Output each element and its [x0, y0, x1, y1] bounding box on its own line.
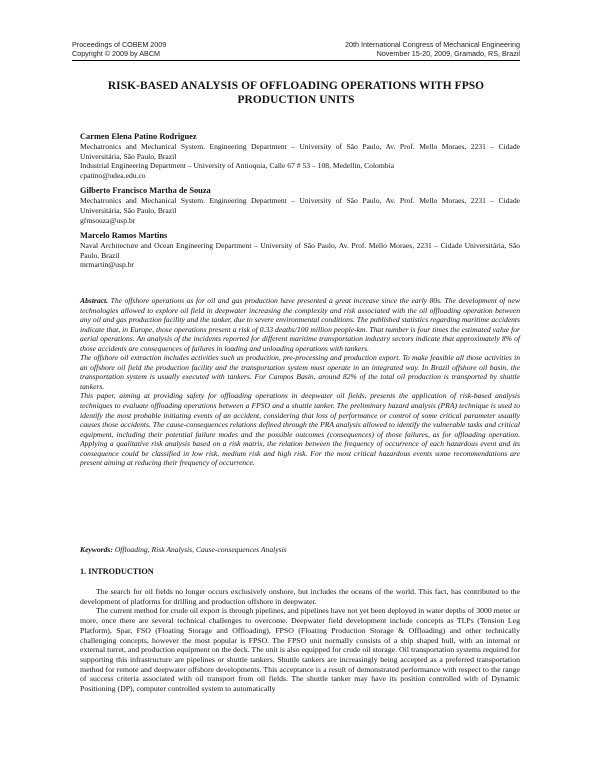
author-name: Gilberto Francisco Martha de Souza — [80, 186, 211, 196]
header-rule — [72, 60, 520, 61]
running-header-left — [72, 40, 166, 58]
author-affiliation: Mechatronics and Mechanical System. Engineering Department – University of São Paulo, Av. Prof. Mello Moraes, 2231 – Cidade Universitária, São Paulo, Brazil — [80, 142, 520, 161]
abstract-paragraph-3: This paper, aiming at providing safety for offloading operations in deepwater oil fields, presents the application of risk-based analysis techniques to evaluate offloading operations between a FPSO and a shuttle tanker. The preliminary hazard analysis (PRA) technique is used to identify the most probable initiating events of an accident, considering that loss of performance or control of some critical parameter usually causes those accidents. The cause-consequences relations defined through the PRA analysis allowed to identify the vulnerable tasks and critical equipment, including their potential failure modes and the possible outcomes (consequences) of those failures, as for offloading operation. Applying a qualitative risk analysis based on a risk matrix, the relation between the frequency of occurrence of each hazardous event and its consequence could be classified in low risk, medium risk and high risk. For the most critical hazardous events some recommendations are present aiming at reducing their frequency of occurrence. — [80, 391, 520, 468]
author-affiliation-secondary: Industrial Engineering Department – University of Antioquia, Calle 67 # 53 – 108, Medellín, Colombia — [80, 161, 395, 171]
author-name: Carmen Elena Patino Rodriguez — [80, 132, 197, 141]
abstract-paragraph-2: The offshore oil extraction includes activities such as production, pre-processing and production export. To make feasible all those activities in an offshore oil field the production facility and the transportation system must operate in an integrated way. In Brazil offshore oil basin, the transportation system is usually executed with tankers. For Campos Basin, around 82% of the total oil production is transported by shuttle tankers. — [80, 353, 520, 391]
keywords-label: Keywords: — [80, 545, 113, 554]
author-email: mrmartin@usp.br — [80, 260, 135, 270]
paper-title: RISK-BASED ANALYSIS OF OFFLOADING OPERATIONS WITH FPSO PRODUCTION UNITS — [107, 80, 485, 106]
author-block — [80, 132, 520, 276]
author-affiliation: Mechatronics and Mechanical System. Engineering Department – University of São Paulo, Av. Prof. Mello Moraes, 2231 – Cidade Universitária, São Paulo, Brazil — [80, 196, 520, 215]
proceedings-line: Proceedings of COBEM 2009 — [72, 40, 167, 49]
abstract-text: The offshore operations as for oil and gas production have presented a great increase since the early 80s. The development of new technologies allowed to explore oil field in deepwater increasing the complexity and risk associated with the oil offloading operation between any oil and gas production facility and the tanker, due to severe environmental conditions. The published statistics regarding maritime accidents indicate that, in Europe, those operations present a risk of 0.33 deaths/100 million people-km. That number is four times the estimated value for aerial operations. An analysis of the incidents reported for different maritime transportation industry sectors indicate that approximately 8% of those accidents are consequences of failures in loading and unloading operations with tankers. — [80, 296, 520, 353]
introduction-body — [80, 587, 520, 694]
author-email: gfmsouza@usp.br — [80, 215, 136, 225]
author-name: Marcelo Ramos Martins — [80, 231, 168, 241]
section-heading: 1. INTRODUCTION — [80, 567, 154, 576]
copyright-line: Copyright © 2009 by ABCM — [72, 49, 160, 58]
abstract-label: Abstract. — [80, 296, 109, 305]
body-paragraph: The search for oil fields no longer occurs exclusively onshore, but includes the oceans of the world. This fact, has contributed to the development of platforms for drilling and production offshore in deepwater. — [80, 587, 520, 606]
abstract — [80, 296, 520, 468]
congress-line: 20th International Congress of Mechanical Engineering — [344, 40, 520, 49]
keywords — [80, 545, 520, 555]
author-2 — [80, 186, 520, 225]
author-email: cpatino@udea.edu.co — [80, 170, 146, 180]
author-3 — [80, 231, 520, 270]
author-1 — [80, 132, 520, 180]
author-affiliation: Naval Architecture and Ocean Engineering Department – University of São Paulo, Av. Prof. Mello Moraes, 2231 – Cidade Universitária, São Paulo, Brazil — [80, 241, 520, 260]
running-header-right — [345, 40, 520, 58]
body-paragraph: The current method for crude oil export is through pipelines, and pipelines have not yet been deployed in water depths of 3000 meter or more, once there are several technical challenges to overcome. Deepwater field development include concepts as TLPs (Tension Leg Platform), Spar, FSO (Floating Storage and Offloading), FPSO (Floating Production Storage & Offloading) and other technically challenging concepts, however the most popular is FPSO. The FPSO unit normally consists of a ship shaped hull, with an internal or external turret, and production equipment on the deck. The unit is also equipped for crude oil storage. Oil transportation systems required for supporting this infrastructure are pipelines or shuttle tankers. Shuttle tankers are increasingly being accepted as a preferred transportation method for remote and deepwater offshore developments. This acceptance is a result of demonstrated performance with respect to the range of success criteria associated with oil transport from oil fields. The shuttle tanker may have its position controlled with of Dynamic Positioning (DP), computer controlled system to automatically — [80, 606, 520, 694]
date-location-line: November 15-20, 2009, Gramado, RS, Brazil — [376, 49, 520, 58]
keywords-text: Offloading, Risk Analysis, Cause-consequences Analysis — [114, 545, 287, 554]
abstract-paragraph-1 — [80, 296, 520, 353]
